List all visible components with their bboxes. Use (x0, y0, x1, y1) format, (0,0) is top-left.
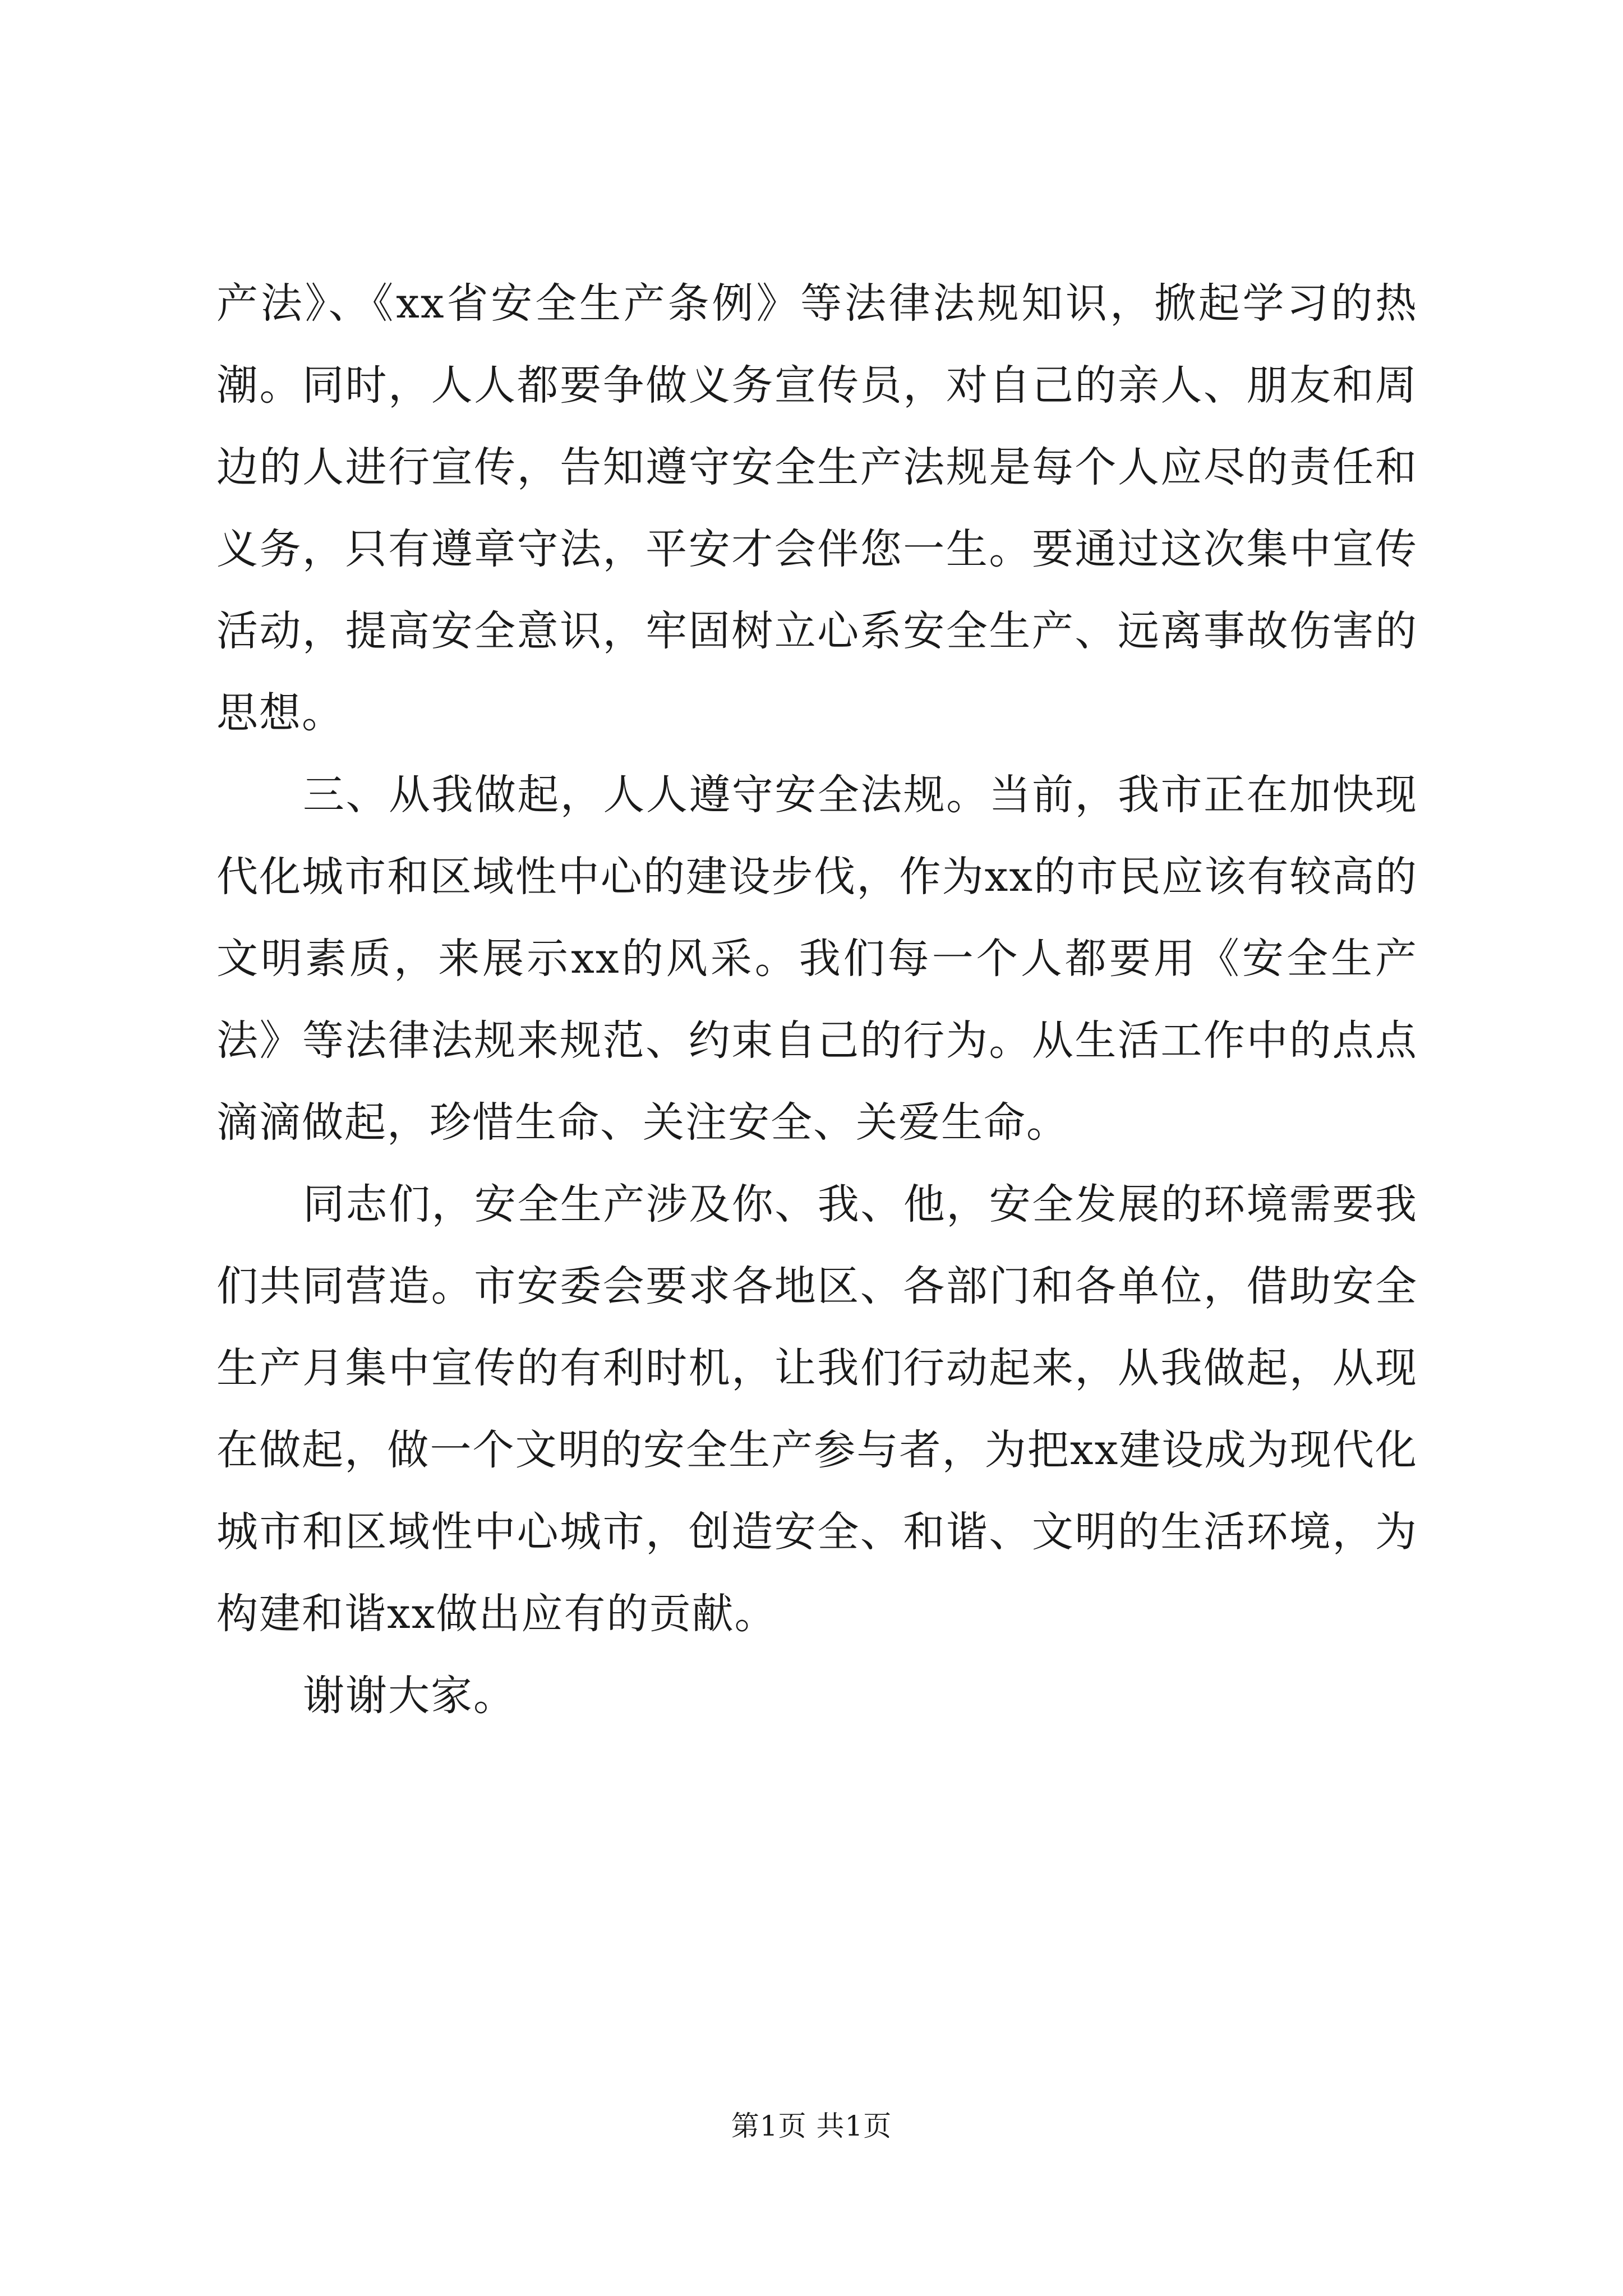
paragraph-4: 谢谢大家。 (303, 1672, 516, 1720)
paragraph-3: 同志们，安全生产涉及你、我、他，安全发展的环境需要我们共同营造。市安委会要求各地区、各部门和各单位，借助安全生产月集中宣传的有利时机，让我们行动起来，从我做起，从现在做起，做一个文明的安全生产参与者，为把xx建设成为现代化城市和区域性中心城市，创造安全、和谐、文明的生活环境，为构建和谐xx做出应有的贡献。 (216, 1180, 1418, 1638)
paragraph-2: 三、从我做起，人人遵守安全法规。当前，我市正在加快现代化城市和区域性中心的建设步伐，作为xx的市民应该有较高的文明素质，来展示xx的风采。我们每一个人都要用《安全生产法》等法律法规来规范、约束自己的行为。从生活工作中的点点滴滴做起，珍惜生命、关注安全、关爱生命。 (216, 771, 1418, 1147)
document-body (216, 263, 1418, 1737)
paragraph-1: 产法》、《xx省安全生产条例》等法律法规知识，掀起学习的热潮。同时，人人都要争做义务宣传员，对自己的亲人、朋友和周边的人进行宣传，告知遵守安全生产法规是每个人应尽的责任和义务，只有遵章守法，平安才会伴您一生。要通过这次集中宣传活动，提高安全意识，牢固树立心系安全生产、远离事故伤害的思想。 (216, 279, 1418, 737)
page-number-footer: 第1页 共1页 (731, 2110, 892, 2142)
